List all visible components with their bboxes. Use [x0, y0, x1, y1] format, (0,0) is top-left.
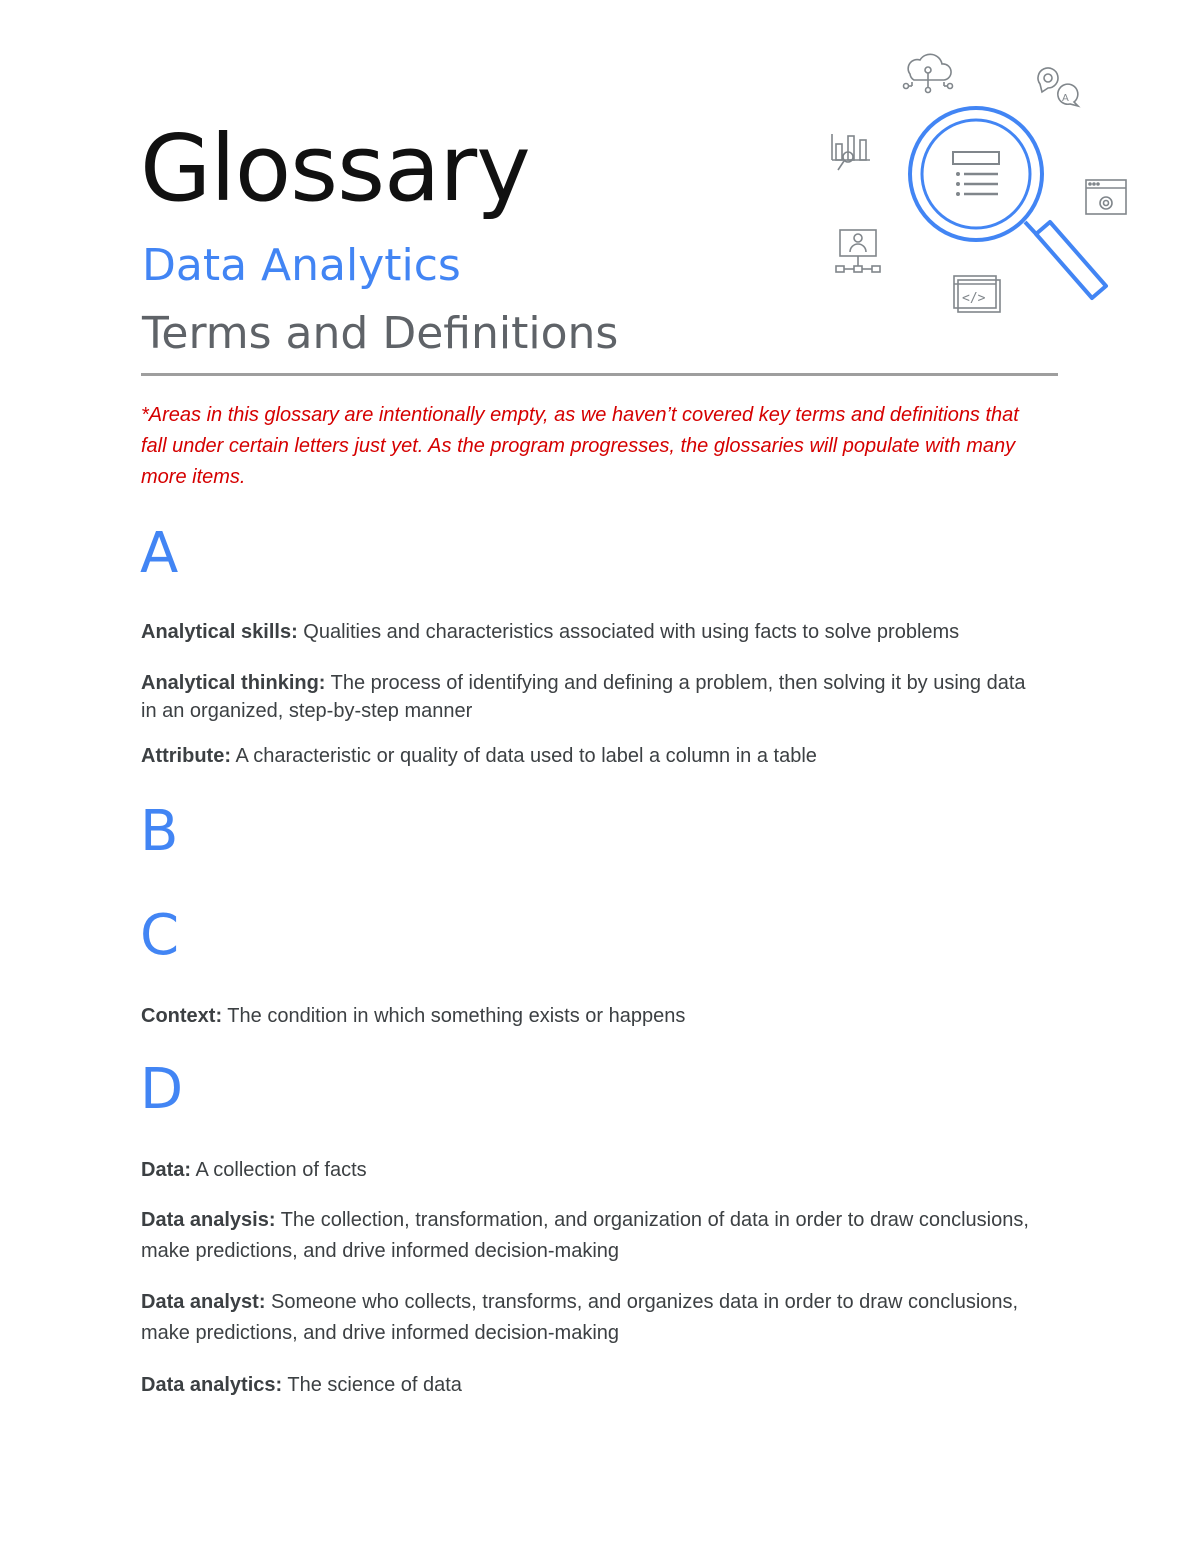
- entry-term: Data analyst:: [141, 1291, 266, 1313]
- entry-definition: Qualities and characteristics associated with using facts to solve problems: [297, 621, 960, 643]
- entry-term: Data:: [141, 1159, 192, 1181]
- entry-definition: Someone who collects, transforms, and organizes data in order to draw conclusions, make predictions, and drive informed decision-making: [141, 1291, 1019, 1344]
- entry-term: Analytical thinking:: [141, 672, 326, 694]
- glossary-entry: [141, 1156, 1046, 1184]
- entry-term: Attribute:: [141, 745, 231, 767]
- page-subheading: Terms and Definitions: [142, 308, 619, 359]
- glossary-entry: [141, 1287, 1046, 1349]
- entry-definition: The process of identifying and defining a problem, then solving it by using data in an organized, step-by-step manner: [141, 672, 1026, 722]
- user-network-icon: [836, 230, 880, 272]
- section-letter-d: D: [140, 1057, 184, 1122]
- header-divider: [141, 373, 1058, 376]
- entry-definition: A characteristic or quality of data used to label a column in a table: [230, 745, 817, 767]
- svg-text:A: A: [1062, 93, 1069, 104]
- glossary-note: *Areas in this glossary are intentionally empty, as we haven’t covered key terms and definitions that fall under certain letters just yet. As the program progresses, the glossaries will populate with many more items.: [141, 404, 1019, 488]
- page-subtitle: Data Analytics: [142, 240, 461, 291]
- settings-window-icon: [1086, 180, 1126, 214]
- glossary-entry: [141, 618, 1046, 646]
- glossary-entry: [141, 669, 1046, 725]
- entry-term: Data analytics:: [141, 1374, 283, 1396]
- hero-illustration: [820, 40, 1140, 320]
- entry-definition: The collection, transformation, and organization of data in order to draw conclusions, make predictions, and drive informed decision-making: [141, 1209, 1029, 1262]
- section-letter-b: B: [140, 799, 179, 864]
- glossary-entry: [141, 1205, 1046, 1267]
- glossary-entry: [141, 1371, 1046, 1399]
- cloud-network-icon: [904, 54, 953, 92]
- section-letter-a: A: [140, 521, 179, 586]
- code-window-icon: [954, 276, 1000, 312]
- entry-definition: The condition in which something exists or happens: [222, 1005, 686, 1027]
- chat-qa-icon: [1038, 68, 1078, 106]
- svg-text:</>: </>: [962, 291, 986, 306]
- entry-term: Analytical skills:: [141, 621, 298, 643]
- page-title: Glossary: [140, 115, 530, 222]
- entry-definition: The science of data: [282, 1374, 462, 1396]
- entry-term: Context:: [141, 1005, 223, 1027]
- bar-chart-search-icon: [832, 134, 870, 170]
- glossary-entry: [141, 742, 1046, 770]
- magnifying-glass-list-icon: [910, 108, 1106, 298]
- glossary-entry: [141, 1002, 1046, 1030]
- entry-definition: A collection of facts: [191, 1159, 367, 1181]
- section-letter-c: C: [140, 903, 180, 968]
- entry-term: Data analysis:: [141, 1209, 276, 1231]
